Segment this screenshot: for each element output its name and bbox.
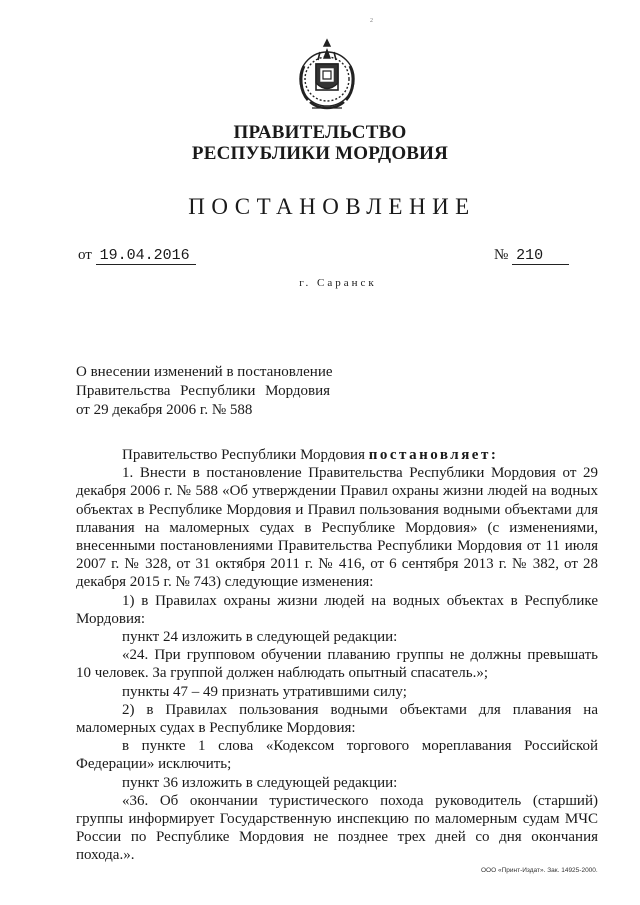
body-paragraph: пункт 24 изложить в следующей редакции: bbox=[122, 629, 398, 646]
city-label: г. Саранск bbox=[299, 277, 377, 289]
intro-text: Правительство Республики Мордовия bbox=[122, 447, 365, 463]
date-prefix: от bbox=[78, 247, 92, 263]
body-paragraph: 2) в Правилах пользования водными объектами для плавания на маломерных судах в Республике Мордовия: bbox=[76, 701, 598, 737]
body-paragraph: 1) в Правилах охраны жизни людей на водных объектах в Республике Мордовия: bbox=[76, 592, 598, 627]
page-number-mark: 2 bbox=[370, 18, 373, 24]
document-number bbox=[494, 247, 569, 264]
government-title-line1: ПРАВИТЕЛЬСТВО bbox=[233, 122, 407, 143]
body-paragraph: «24. При групповом обучении плаванию группы не должны превышать 10 человек. За группой должен наблюдать опытный спасатель.»; bbox=[76, 647, 598, 682]
body-paragraph: 1. Внести в постановление Правительства Республики Мордовия от 29 декабря 2006 г. № 588 «Об утверждении Правил охраны жизни людей на водных объектах в Республике Мордовия и Правил пользования водными объектами для плавания на маломерных судах в Республике Мордовия» (с изменениями, внесенными постановлениями Правительства Республики Мордовия от 11 июля 2007 г. № 328, от 31 октября 2011 г. № 416, от 6 сентября 2013 г. № 382, от 28 декабря 2015 г. № 743) следующие изменения: bbox=[76, 465, 598, 591]
number-value: 210 bbox=[512, 247, 569, 265]
body-paragraph: пункт 36 изложить в следующей редакции: bbox=[122, 774, 398, 791]
subject-line: от 29 декабря 2006 г. № 588 bbox=[76, 402, 253, 418]
intro-paragraph bbox=[76, 446, 598, 464]
intro-verb: постановляет: bbox=[368, 447, 499, 463]
document-date bbox=[78, 247, 196, 264]
document-subject bbox=[76, 363, 333, 420]
subject-line: О внесении изменений в постановление bbox=[76, 364, 333, 380]
number-prefix: № bbox=[494, 247, 509, 263]
date-value: 19.04.2016 bbox=[96, 247, 196, 265]
printer-imprint: ООО «Принт-Издат». Зак. 14925-2000. bbox=[481, 867, 598, 874]
government-title-line2: РЕСПУБЛИКИ МОРДОВИЯ bbox=[191, 143, 449, 164]
coat-of-arms-emblem bbox=[294, 36, 360, 114]
body-paragraph: в пункте 1 слова «Кодексом торгового мореплавания Российской Федерации» исключить; bbox=[76, 738, 598, 773]
body-paragraph: «36. Об окончании туристического похода руководитель (старший) группы информирует Государственную инспекцию по маломерным судам МЧС России по Республике Мордовия не позднее трех дней со дня окончания похода.». bbox=[76, 792, 598, 864]
document-type-title: ПОСТАНОВЛЕНИЕ bbox=[188, 194, 476, 219]
document-body bbox=[76, 446, 598, 865]
body-paragraph: пункты 47 – 49 признать утратившими силу; bbox=[122, 683, 407, 700]
subject-line: Правительства Республики Мордовия bbox=[76, 383, 331, 399]
